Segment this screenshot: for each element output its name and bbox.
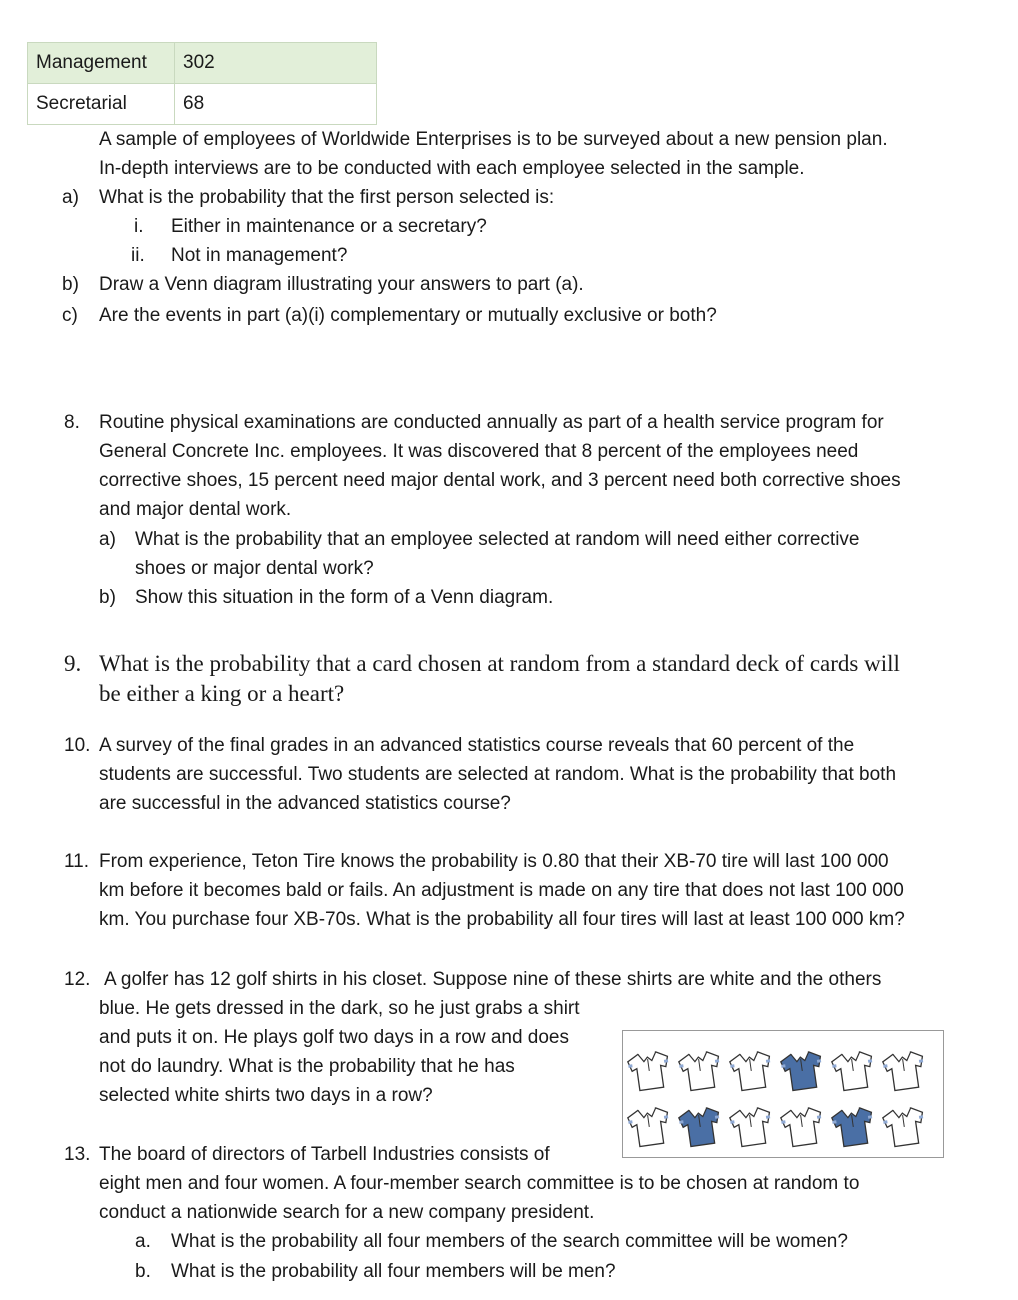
q13-b-label: b. <box>135 1261 151 1282</box>
q8-a-label: a) <box>99 529 116 550</box>
blue-shirt-icon <box>678 1106 723 1147</box>
blue-shirt-icon <box>780 1050 825 1091</box>
white-shirt-icon <box>678 1050 723 1091</box>
q8-b-label: b) <box>99 587 116 608</box>
employee-table <box>27 42 377 125</box>
q8-a-line: shoes or major dental work? <box>135 558 374 579</box>
white-shirt-icon <box>882 1050 927 1091</box>
q9-line: What is the probability that a card chosen at random from a standard deck of cards will <box>99 651 900 676</box>
white-shirt-icon <box>627 1050 672 1091</box>
q8-line: Routine physical examinations are conducted annually as part of a health service program for <box>99 412 884 433</box>
q12-line: A golfer has 12 golf shirts in his closet. Suppose nine of these shirts are white and the others <box>104 969 882 990</box>
q8-number: 8. <box>64 412 80 433</box>
shirts-grid <box>623 1031 943 1157</box>
q7-i-label: i. <box>134 216 144 237</box>
q13-a-label: a. <box>135 1231 151 1252</box>
q7-ii-text: Not in management? <box>171 245 348 266</box>
q10-number: 10. <box>64 735 91 756</box>
q7-c-text: Are the events in part (a)(i) complementary or mutually exclusive or both? <box>99 305 717 326</box>
q7-a-label: a) <box>62 187 79 208</box>
table-row <box>28 84 377 125</box>
q8-a-line: What is the probability that an employee selected at random will need either corrective <box>135 529 860 550</box>
q9-number: 9. <box>64 651 82 676</box>
q8-line: corrective shoes, 15 percent need major dental work, and 3 percent need both corrective shoes <box>99 470 901 491</box>
q7-ii-label: ii. <box>131 245 145 266</box>
q12-line: not do laundry. What is the probability that he has <box>99 1056 515 1077</box>
q11-line: From experience, Teton Tire knows the probability is 0.80 that their XB-70 tire will last 100 000 <box>99 851 889 872</box>
blue-shirt-icon <box>831 1106 876 1147</box>
white-shirt-icon <box>627 1106 672 1147</box>
white-shirt-icon <box>831 1050 876 1091</box>
q7-a-text: What is the probability that the first person selected is: <box>99 187 555 208</box>
q12-line: blue. He gets dressed in the dark, so he just grabs a shirt <box>99 998 580 1019</box>
q7-c-label: c) <box>62 305 78 326</box>
q11-number: 11. <box>64 851 90 872</box>
q12-number: 12. <box>64 969 91 990</box>
q12-line: selected white shirts two days in a row? <box>99 1085 433 1106</box>
q7-b-label: b) <box>62 274 79 295</box>
q7-b-text: Draw a Venn diagram illustrating your answers to part (a). <box>99 274 584 295</box>
q13-line: The board of directors of Tarbell Industries consists of <box>99 1144 550 1165</box>
table-cell-value: 68 <box>175 84 377 125</box>
golf-shirts-illustration <box>622 1030 944 1158</box>
white-shirt-icon <box>729 1106 774 1147</box>
q10-line: A survey of the final grades in an advanced statistics course reveals that 60 percent of the <box>99 735 855 756</box>
q12-line: and puts it on. He plays golf two days in a row and does <box>99 1027 569 1048</box>
table-row <box>28 43 377 84</box>
q10-line: are successful in the advanced statistics course? <box>99 793 511 814</box>
white-shirt-icon <box>729 1050 774 1091</box>
table-cell-category: Secretarial <box>28 84 175 125</box>
q7-intro-line: A sample of employees of Worldwide Enterprises is to be surveyed about a new pension plan. <box>99 129 888 150</box>
q13-line: conduct a nationwide search for a new company president. <box>99 1202 595 1223</box>
q7-intro-line: In-depth interviews are to be conducted with each employee selected in the sample. <box>99 158 805 179</box>
q8-b-text: Show this situation in the form of a Venn diagram. <box>135 587 554 608</box>
table-cell-category: Management <box>28 43 175 84</box>
q8-line: General Concrete Inc. employees. It was discovered that 8 percent of the employees need <box>99 441 859 462</box>
q11-line: km before it becomes bald or fails. An adjustment is made on any tire that does not last 100 000 <box>99 880 904 901</box>
q9-line: be either a king or a heart? <box>99 681 345 706</box>
q7-i-text: Either in maintenance or a secretary? <box>171 216 487 237</box>
q10-line: students are successful. Two students are selected at random. What is the probability that both <box>99 764 897 785</box>
q13-number: 13. <box>64 1144 91 1165</box>
q13-a-text: What is the probability all four members of the search committee will be women? <box>171 1231 848 1252</box>
white-shirt-icon <box>780 1106 825 1147</box>
q11-line: km. You purchase four XB-70s. What is the probability all four tires will last at least 100 000 km? <box>99 909 905 930</box>
table-cell-value: 302 <box>175 43 377 84</box>
q13-b-text: What is the probability all four members will be men? <box>171 1261 616 1282</box>
white-shirt-icon <box>882 1106 927 1147</box>
q13-line: eight men and four women. A four-member search committee is to be chosen at random to <box>99 1173 860 1194</box>
q8-line: and major dental work. <box>99 499 292 520</box>
